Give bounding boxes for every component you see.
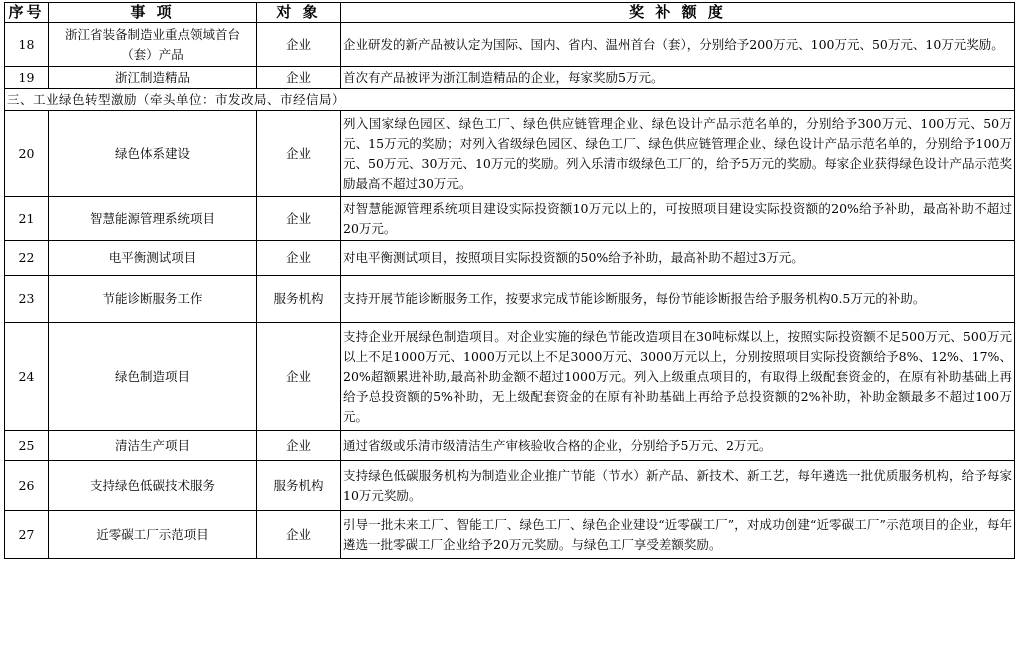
row-item: 近零碳工厂示范项目: [49, 511, 257, 559]
row-item: 节能诊断服务工作: [49, 276, 257, 323]
row-item: 浙江制造精品: [49, 67, 257, 89]
row-item: 支持绿色低碳技术服务: [49, 461, 257, 511]
table-row: [5, 431, 1015, 461]
row-item: 清洁生产项目: [49, 431, 257, 461]
table-row: [5, 197, 1015, 241]
row-no: 19: [5, 67, 49, 89]
row-no: 26: [5, 461, 49, 511]
table-row: [5, 323, 1015, 431]
row-no: 27: [5, 511, 49, 559]
table-row: [5, 67, 1015, 89]
row-target: 企业: [257, 323, 341, 431]
policy-table: [4, 2, 1015, 559]
row-no: 22: [5, 241, 49, 276]
table-row: [5, 241, 1015, 276]
row-target: 企业: [257, 197, 341, 241]
row-no: 21: [5, 197, 49, 241]
row-no: 18: [5, 23, 49, 67]
row-target: 企业: [257, 111, 341, 197]
row-amount: 通过省级或乐清市级清洁生产审核验收合格的企业，分别给予5万元、2万元。: [341, 431, 1015, 461]
row-amount: 引导一批未来工厂、智能工厂、绿色工厂、绿色企业建设“近零碳工厂”，对成功创建“近零碳工厂”示范项目的企业，每年遴选一批零碳工厂企业给予20万元奖励。与绿色工厂享受差额奖励。: [341, 511, 1015, 559]
row-target: 服务机构: [257, 461, 341, 511]
section-row: [5, 89, 1015, 111]
row-target: 企业: [257, 23, 341, 67]
row-item: 绿色体系建设: [49, 111, 257, 197]
row-target: 服务机构: [257, 276, 341, 323]
row-no: 24: [5, 323, 49, 431]
table-row: [5, 511, 1015, 559]
row-amount: 支持企业开展绿色制造项目。对企业实施的绿色节能改造项目在30吨标煤以上，按照实际投资额不足500万元、500万元以上不足1000万元、1000万元以上不足3000万元、3000万元以上，分别按照项目实际投资额给予8%、12%、17%、20%超额累进补助,最高补助金额不超过1000万元。列入上级重点项目的，有取得上级配套资金的，在原有补助基础上再给予总投资额的5%补助，无上级配套资金的在原有补助基础上再给予总投资额的2%补助，补助金额最多不超过100万元。: [341, 323, 1015, 431]
row-amount: 对智慧能源管理系统项目建设实际投资额10万元以上的，可按照项目建设实际投资额的20%给予补助，最高补助不超过20万元。: [341, 197, 1015, 241]
row-item: 智慧能源管理系统项目: [49, 197, 257, 241]
row-amount: 企业研发的新产品被认定为国际、国内、省内、温州首台（套），分别给予200万元、100万元、50万元、10万元奖励。: [341, 23, 1015, 67]
table-row: [5, 111, 1015, 197]
row-target: 企业: [257, 431, 341, 461]
row-amount: 支持开展节能诊断服务工作，按要求完成节能诊断服务，每份节能诊断报告给予服务机构0.5万元的补助。: [341, 276, 1015, 323]
header-amount: 奖 补 额 度: [341, 3, 1015, 23]
row-item: 绿色制造项目: [49, 323, 257, 431]
row-target: 企业: [257, 511, 341, 559]
header-row: [5, 3, 1015, 23]
row-no: 20: [5, 111, 49, 197]
row-amount: 对电平衡测试项目，按照项目实际投资额的50%给予补助，最高补助不超过3万元。: [341, 241, 1015, 276]
row-amount: 支持绿色低碳服务机构为制造业企业推广节能（节水）新产品、新技术、新工艺，每年遴选一批优质服务机构，给予每家10万元奖励。: [341, 461, 1015, 511]
row-item: 浙江省装备制造业重点领域首台（套）产品: [49, 23, 257, 67]
table-row: [5, 276, 1015, 323]
row-no: 25: [5, 431, 49, 461]
row-item: 电平衡测试项目: [49, 241, 257, 276]
section-heading: 三、工业绿色转型激励（牵头单位：市发改局、市经信局）: [5, 89, 1015, 111]
table-row: [5, 461, 1015, 511]
row-amount: 列入国家绿色园区、绿色工厂、绿色供应链管理企业、绿色设计产品示范名单的，分别给予300万元、100万元、50万元、15万元的奖励；对列入省级绿色园区、绿色工厂、绿色供应链管理企业、绿色设计产品示范名单的，分别给予100万元、50万元、30万元、10万元的奖励。列入乐清市级绿色工厂的，给予5万元的奖励。每家企业获得绿色设计产品示范奖励最高不超过30万元。: [341, 111, 1015, 197]
row-target: 企业: [257, 241, 341, 276]
table-row: [5, 23, 1015, 67]
row-target: 企业: [257, 67, 341, 89]
header-target: 对 象: [257, 3, 341, 23]
header-item: 事 项: [49, 3, 257, 23]
row-amount: 首次有产品被评为浙江制造精品的企业，每家奖励5万元。: [341, 67, 1015, 89]
row-no: 23: [5, 276, 49, 323]
header-no: 序号: [5, 3, 49, 23]
